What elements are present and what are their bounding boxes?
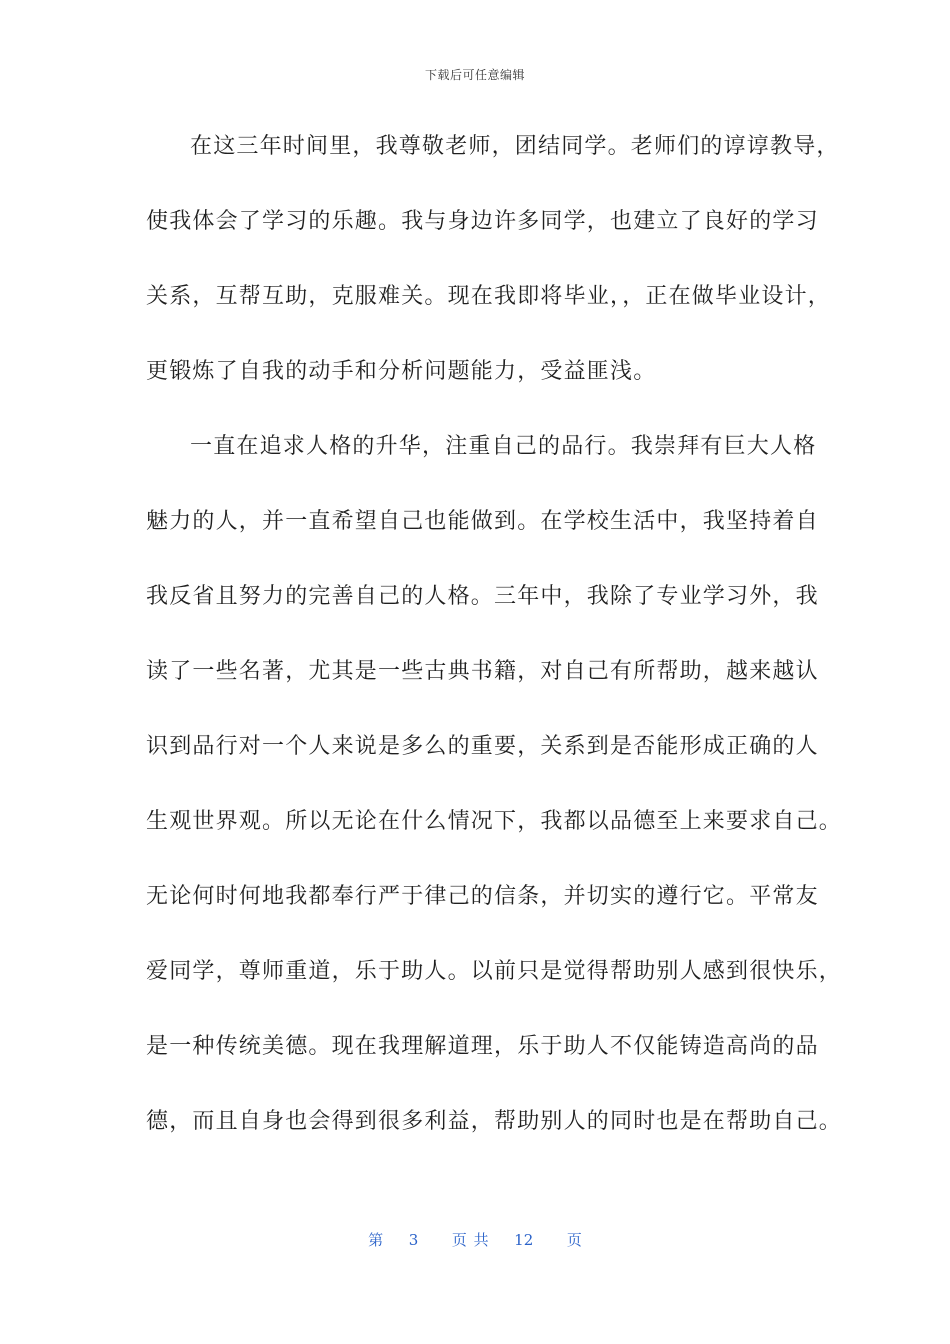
footer-page-number: 3 (408, 1231, 419, 1249)
paragraph-line: 无论何时何地我都奉行严于律己的信条，并切实的遵行它。平常友 (146, 884, 819, 909)
document-body (146, 127, 843, 1177)
paragraph-line: 在这三年时间里，我尊敬老师，团结同学。老师们的谆谆教导， (190, 134, 840, 159)
paragraph-line: 更锻炼了自我的动手和分析问题能力，受益匪浅。 (146, 359, 657, 384)
footer-prefix: 第 (368, 1231, 384, 1249)
paragraph-line: 识到品行对一个人来说是多么的重要，关系到是否能形成正确的人 (146, 734, 819, 759)
paragraph-line: 关系，互帮互助，克服难关。现在我即将毕业，，正在做毕业设计， (146, 284, 832, 309)
paragraph-line: 是一种传统美德。现在我理解道理，乐于助人不仅能铸造高尚的品 (146, 1034, 819, 1059)
footer-total-pages: 12 (514, 1231, 534, 1249)
paragraph-1 (146, 127, 840, 427)
paragraph-line: 德，而且自身也会得到很多利益，帮助别人的同时也是在帮助自己。 (146, 1109, 843, 1134)
page-footer (0, 1229, 950, 1250)
paragraph-line: 魅力的人，并一直希望自己也能做到。在学校生活中，我坚持着自 (146, 509, 819, 534)
footer-suffix: 页 (566, 1231, 582, 1249)
paragraph-line: 我反省且努力的完善自己的人格。三年中，我除了专业学习外，我 (146, 584, 819, 609)
paragraph-line: 读了一些名著，尤其是一些古典书籍，对自己有所帮助，越来越认 (146, 659, 819, 684)
paragraph-line: 一直在追求人格的升华，注重自己的品行。我崇拜有巨大人格 (190, 434, 817, 459)
paragraph-line: 爱同学，尊师重道，乐于助人。以前只是觉得帮助别人感到很快乐， (146, 959, 843, 984)
footer-middle: 页 共 (451, 1231, 489, 1249)
paragraph-line: 使我体会了学习的乐趣。我与身边许多同学，也建立了良好的学习 (146, 209, 819, 234)
paragraph-line: 生观世界观。所以无论在什么情况下，我都以品德至上来要求自己。 (146, 809, 843, 834)
page-header-note: 下载后可任意编辑 (424, 68, 525, 82)
paragraph-2 (146, 427, 843, 1177)
